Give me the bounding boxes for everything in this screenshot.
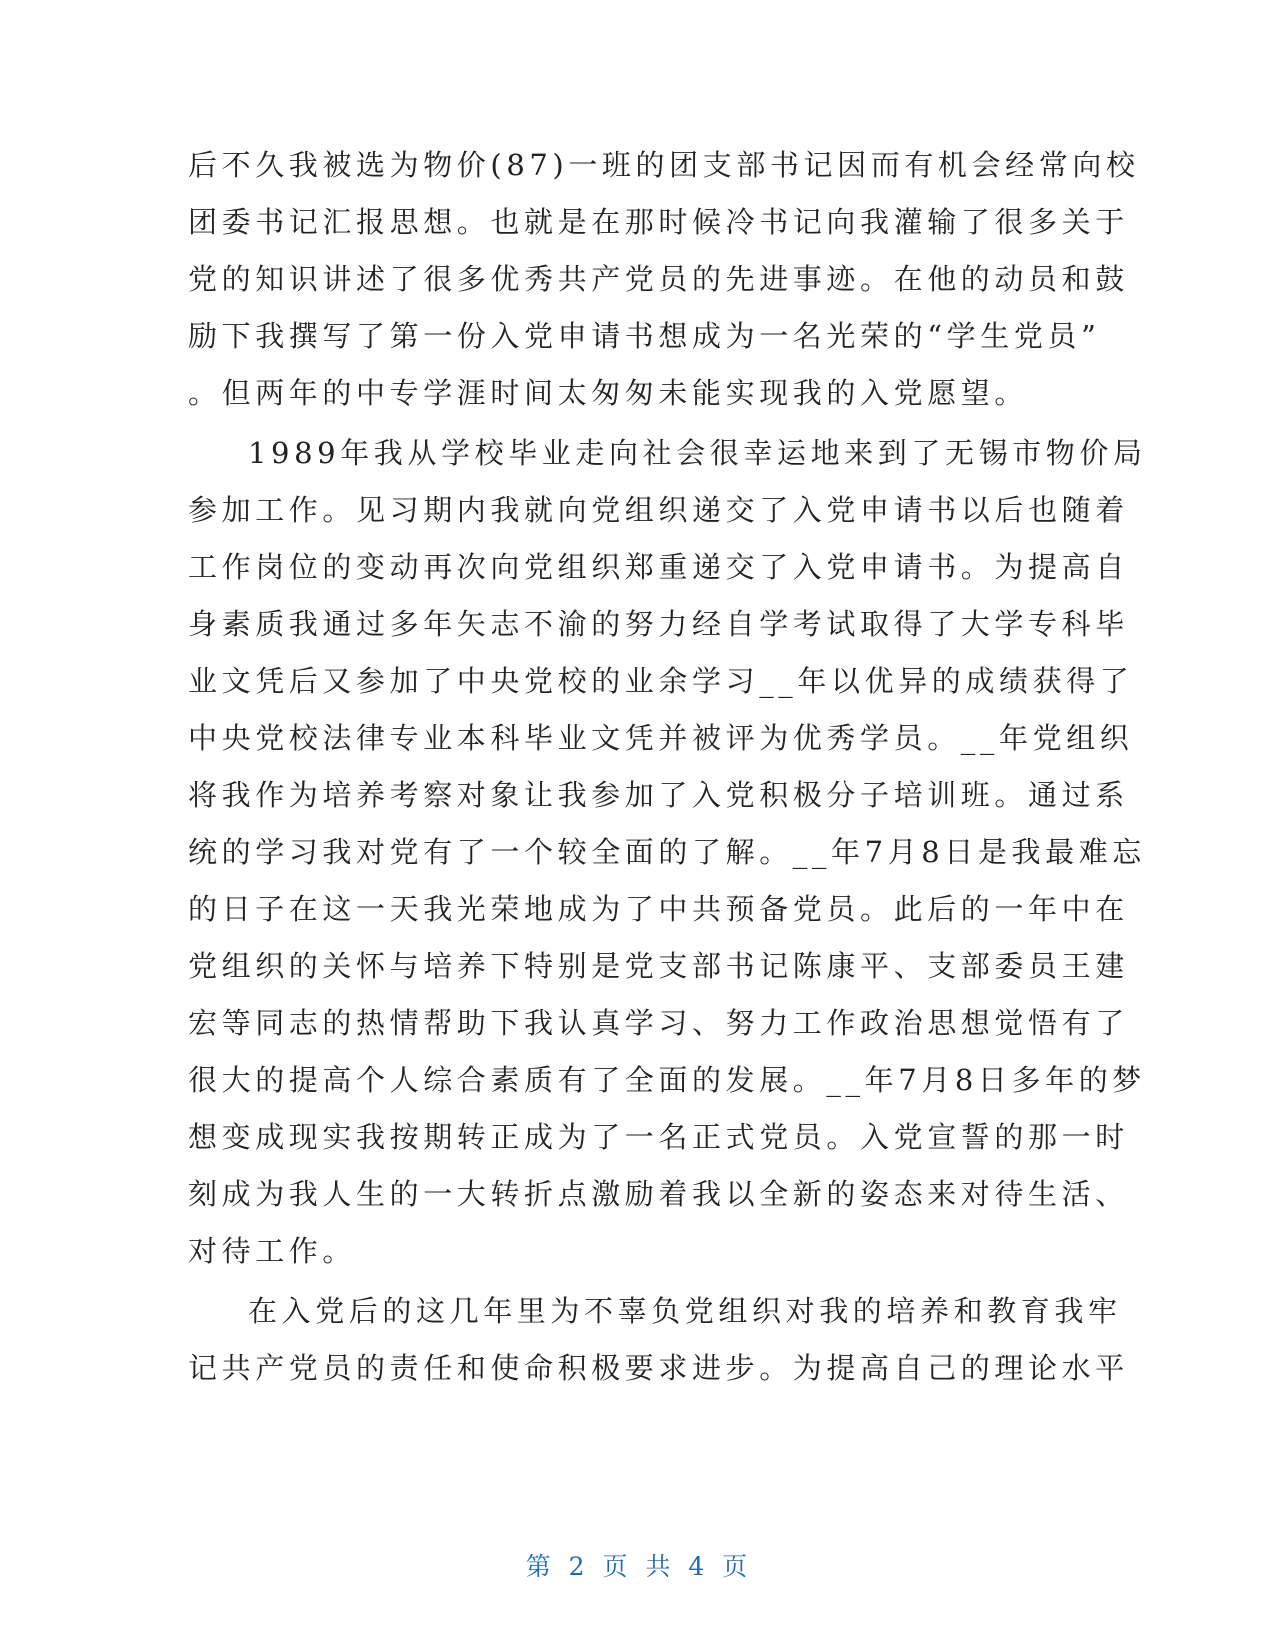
paragraph-2-line-14: 刻成为我人生的一大转折点激励着我以全新的姿态来对待生活、	[188, 1177, 1129, 1211]
paragraph-1-line-5: 。但两年的中专学涯时间太匆匆未能实现我的入党愿望。	[188, 376, 1029, 410]
paragraph-2-line-5: 业文凭后又参加了中央党校的业余学习__年以优异的成绩获得了	[188, 664, 1134, 698]
paragraph-1-line-3: 党的知识讲述了很多优秀共产党员的先进事迹。在他的动员和鼓	[188, 262, 1129, 296]
paragraph-3-line-2: 记共产党员的责任和使命积极要求进步。为提高自己的理论水平	[188, 1351, 1129, 1385]
paragraph-3-line-1: 在入党后的这几年里为不辜负党组织对我的培养和教育我牢	[248, 1294, 1122, 1328]
paragraph-2-line-12: 很大的提高个人综合素质有了全面的发展。__年7月8日多年的梦	[188, 1063, 1146, 1097]
paragraph-2-line-9: 的日子在这一天我光荣地成为了中共预备党员。此后的一年中在	[188, 892, 1129, 926]
paragraph-2-line-11: 宏等同志的热情帮助下我认真学习、努力工作政治思想觉悟有了	[188, 1006, 1129, 1040]
paragraph-2-line-3: 工作岗位的变动再次向党组织郑重递交了入党申请书。为提高自	[188, 550, 1129, 584]
paragraph-2-line-2: 参加工作。见习期内我就向党组织递交了入党申请书以后也随着	[188, 493, 1129, 527]
paragraph-2-line-1: 1989年我从学校毕业走向社会很幸运地来到了无锡市物价局	[248, 436, 1147, 470]
paragraph-2-line-7: 将我作为培养考察对象让我参加了入党积极分子培训班。通过系	[188, 778, 1129, 812]
paragraph-2-line-4: 身素质我通过多年矢志不渝的努力经自学考试取得了大学专科毕	[188, 607, 1129, 641]
paragraph-2-line-8: 统的学习我对党有了一个较全面的了解。__年7月8日是我最难忘	[188, 835, 1146, 869]
paragraph-1-line-4: 励下我撰写了第一份入党申请书想成为一名光荣的“学生党员”	[188, 319, 1101, 353]
paragraph-2-line-10: 党组织的关怀与培养下特别是党支部书记陈康平、支部委员王建	[188, 949, 1129, 983]
paragraph-2-line-6: 中央党校法律专业本科毕业文凭并被评为优秀学员。__年党组织	[188, 721, 1134, 755]
paragraph-2-line-15: 对待工作。	[188, 1234, 357, 1268]
paragraph-1-line-2: 团委书记汇报思想。也就是在那时候冷书记向我灌输了很多关于	[188, 205, 1129, 239]
paragraph-2-line-13: 想变成现实我按期转正成为了一名正式党员。入党宣誓的那一时	[188, 1120, 1129, 1154]
page-number-footer: 第 2 页 共 4 页	[525, 1552, 750, 1581]
paragraph-1-line-1: 后不久我被选为物价(87)一班的团支部书记因而有机会经常向校	[188, 148, 1140, 182]
